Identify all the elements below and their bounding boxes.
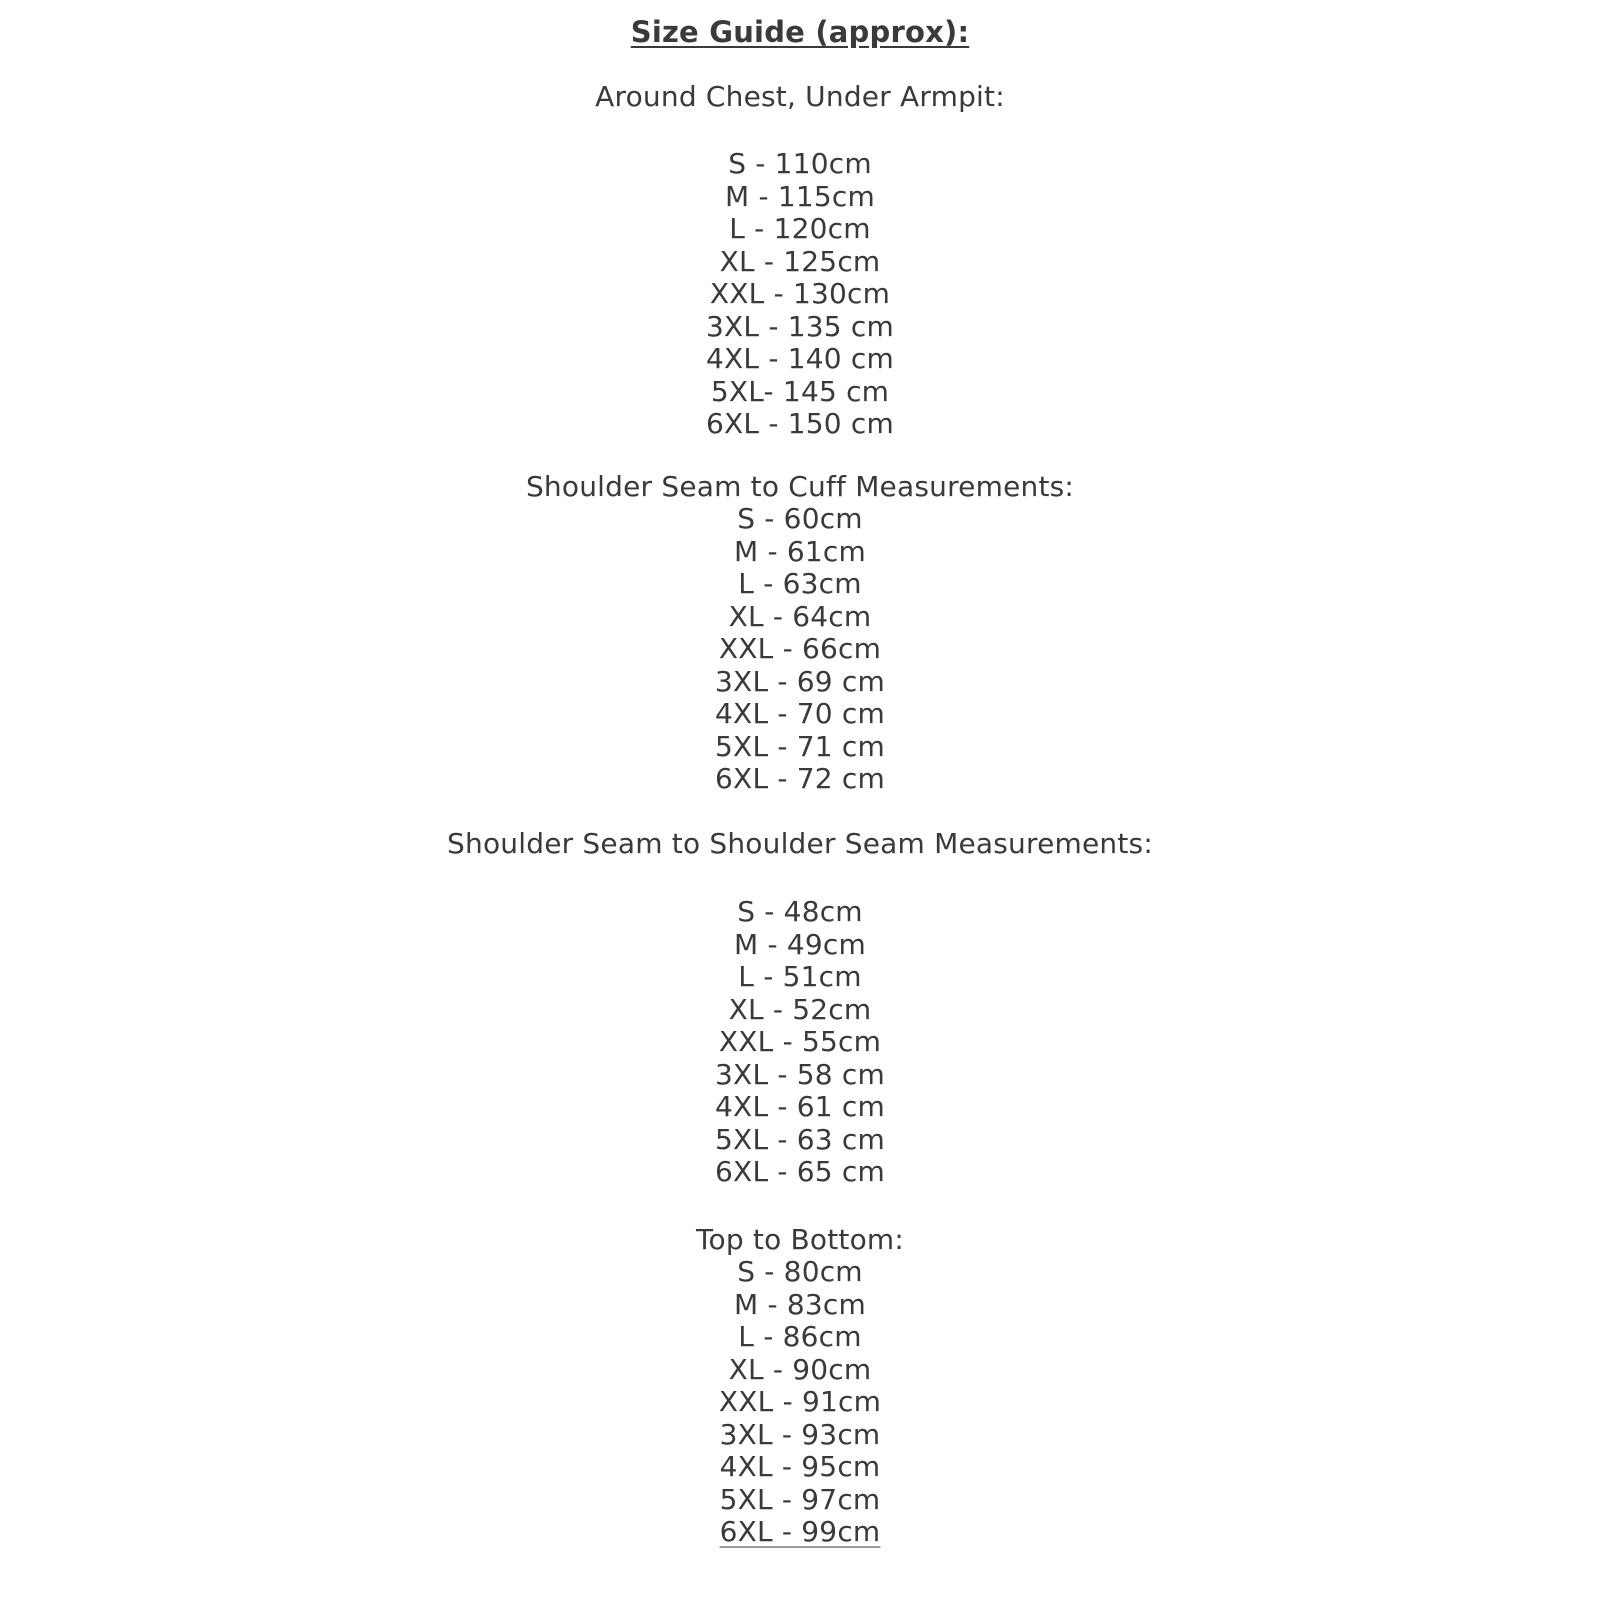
size-row: XL - 125cm <box>719 244 881 278</box>
page-title: Size Guide (approx): <box>630 15 970 49</box>
size-row: 5XL- 145 cm <box>710 374 890 408</box>
size-row: 4XL - 140 cm <box>706 342 894 375</box>
size-list-chest <box>0 148 1600 441</box>
size-list-shoulder <box>0 896 1600 1189</box>
size-row: 6XL - 65 cm <box>715 1155 885 1188</box>
size-row: XL - 52cm <box>728 992 872 1026</box>
size-row: 6XL - 72 cm <box>715 762 885 795</box>
size-row: XXL - 66cm <box>718 632 882 665</box>
size-row: 3XL - 135 cm <box>706 309 894 343</box>
size-row: 4XL - 61 cm <box>715 1090 885 1123</box>
size-row: 4XL - 70 cm <box>715 697 885 730</box>
size-row: L - 120cm <box>729 212 871 245</box>
size-row: L - 63cm <box>738 567 862 600</box>
size-row: S - 48cm <box>737 895 863 928</box>
size-row: 4XL - 95cm <box>719 1450 881 1483</box>
size-row: 3XL - 58 cm <box>715 1057 885 1091</box>
size-row: 6XL - 99cm <box>719 1515 881 1548</box>
size-row: 5XL - 63 cm <box>715 1122 885 1156</box>
size-row: L - 51cm <box>738 960 862 993</box>
size-row: S - 60cm <box>737 502 863 535</box>
size-row: 5XL - 97cm <box>719 1482 881 1516</box>
size-row: M - 83cm <box>734 1287 866 1321</box>
size-row: M - 61cm <box>734 534 866 568</box>
size-row: 5XL - 71 cm <box>715 729 885 763</box>
size-row: 6XL - 150 cm <box>706 407 894 440</box>
size-row: S - 110cm <box>728 147 872 180</box>
size-row: XXL - 91cm <box>718 1385 882 1418</box>
section-heading-shoulder: Shoulder Seam to Shoulder Seam Measurements: <box>447 826 1153 860</box>
size-row: S - 80cm <box>737 1255 863 1288</box>
section-heading-cuff: Shoulder Seam to Cuff Measurements: <box>525 469 1075 503</box>
size-list-top-to-bottom <box>0 1256 1600 1549</box>
size-row: L - 86cm <box>738 1320 862 1353</box>
size-row: M - 115cm <box>725 179 875 213</box>
size-row: XXL - 130cm <box>709 277 891 310</box>
size-row: XXL - 55cm <box>718 1025 882 1058</box>
size-list-cuff <box>0 503 1600 796</box>
section-heading-chest: Around Chest, Under Armpit: <box>595 79 1005 113</box>
size-row: XL - 64cm <box>728 599 872 633</box>
size-row: 3XL - 69 cm <box>715 664 885 698</box>
section-heading-top-to-bottom: Top to Bottom: <box>695 1222 905 1256</box>
size-row: 3XL - 93cm <box>719 1417 881 1451</box>
size-row: XL - 90cm <box>728 1352 872 1386</box>
size-row: M - 49cm <box>734 927 866 961</box>
